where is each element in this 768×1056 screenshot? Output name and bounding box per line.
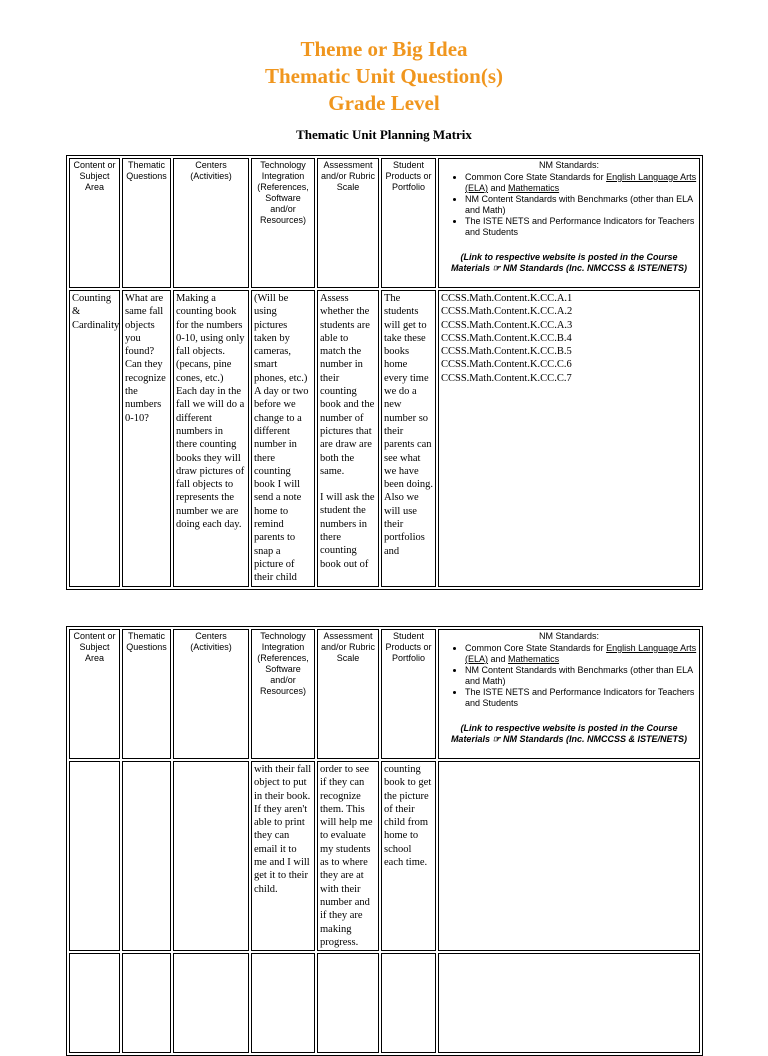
- header-thematic-questions: Thematic Questions: [122, 158, 171, 288]
- header-content-area: Content or Subject Area: [69, 158, 120, 288]
- cell-empty: [381, 953, 436, 1053]
- nm-standards-title: NM Standards:: [538, 160, 600, 170]
- cell-empty: [69, 953, 120, 1053]
- cell-centers: [173, 761, 249, 951]
- nm-item-ccss: [465, 172, 697, 194]
- planning-matrix-table-1: [66, 155, 703, 590]
- cell-products: The students will get to take these books home every time we do a new number so their parents can see what we have been doing. Also we will use their portfolios and: [381, 290, 436, 587]
- cell-empty: [317, 953, 379, 1053]
- header-content-area: Content or Subject Area: [69, 629, 120, 759]
- cell-thematic-questions: [122, 761, 171, 951]
- standard-code: CCSS.Math.Content.K.CC.A.2: [441, 306, 573, 318]
- grade-title: Grade Level: [328, 91, 440, 115]
- nm-item-text: and: [488, 183, 509, 193]
- empty-row: [69, 953, 700, 1053]
- cell-thematic-questions: What are same fall objects you found? Can they recognize the numbers 0-10?: [122, 290, 171, 587]
- document-title-block: [0, 36, 768, 117]
- standard-code: CCSS.Math.Content.K.CC.B.5: [441, 346, 572, 358]
- nm-standards-list: [441, 643, 697, 709]
- header-assessment: Assessment and/or Rubric Scale: [317, 629, 379, 759]
- math-link[interactable]: Mathematics: [508, 183, 560, 193]
- header-thematic-questions: Thematic Questions: [122, 629, 171, 759]
- cell-products: counting book to get the picture of their child from home to school each time.: [381, 761, 436, 951]
- cell-technology: (Will be using pictures taken by cameras, smart phones, etc.) A day or two before we change to a different number in there counting book I will send a note home to remind parents to snap a picture of their child: [251, 290, 315, 587]
- continuation-row: [69, 761, 700, 951]
- counting-row: [69, 290, 700, 587]
- header-assessment: Assessment and/or Rubric Scale: [317, 158, 379, 288]
- cell-content-area: Counting & Cardinality: [69, 290, 120, 587]
- matrix-subtitle: Thematic Unit Planning Matrix: [296, 127, 472, 142]
- cell-assessment: [317, 290, 379, 587]
- planning-matrix-table-2: [66, 626, 703, 1056]
- theme-title: Theme or Big Idea: [300, 37, 468, 61]
- assessment-paragraph-1: Assess whether the students are able to match the number in their counting book and the number of pictures that are draw are both the same.: [320, 293, 375, 477]
- nm-item-text: Common Core State Standards for: [465, 172, 607, 182]
- ela-link[interactable]: English Language Arts (ELA): [465, 643, 697, 664]
- header-nm-standards: [438, 629, 700, 759]
- cell-empty: [251, 953, 315, 1053]
- standard-code: CCSS.Math.Content.K.CC.A.1: [441, 293, 573, 304]
- nm-item-content: • NM Content Standards with Benchmarks (other than ELA and Math): [465, 194, 697, 216]
- cell-content-area: [69, 761, 120, 951]
- nm-item-text: Common Core State Standards for: [465, 643, 607, 653]
- standard-code: CCSS.Math.Content.K.CC.C.6: [441, 359, 572, 371]
- math-link[interactable]: Mathematics: [508, 654, 560, 664]
- header-row: [69, 158, 700, 288]
- header-technology: Technology Integration (References, Software and/or Resources): [251, 158, 315, 288]
- cell-standards: [438, 761, 700, 951]
- header-centers: Centers (Activities): [173, 629, 249, 759]
- standard-code: CCSS.Math.Content.K.CC.B.4: [441, 332, 572, 344]
- cell-standards: [438, 290, 700, 587]
- header-products: Student Products or Portfolio: [381, 158, 436, 288]
- ela-link[interactable]: English Language Arts (ELA): [465, 172, 697, 193]
- cell-assessment: order to see if they can recognize them. This will help me to evaluate my students as to where they are at with their number and if they are making progress.: [317, 761, 379, 951]
- nm-item-text: and: [488, 654, 509, 664]
- nm-standards-title: NM Standards:: [538, 631, 600, 641]
- assessment-paragraph-2: I will ask the student the numbers in there counting book out of: [320, 492, 375, 570]
- header-nm-standards: [438, 158, 700, 288]
- standards-link-note: (Link to respective website is posted in the Course Materials ☞ NM Standards (Inc. NMCCSS & ISTE/NETS): [450, 723, 688, 744]
- question-title: Thematic Unit Question(s): [265, 64, 503, 88]
- header-technology: Technology Integration (References, Software and/or Resources): [251, 629, 315, 759]
- nm-item-iste: • The ISTE NETS and Performance Indicators for Teachers and Students: [465, 216, 697, 238]
- nm-item-iste: • The ISTE NETS and Performance Indicators for Teachers and Students: [465, 687, 697, 709]
- cell-technology: with their fall object to put in their book. If they aren't able to print they can email it to me and I will get it to their child.: [251, 761, 315, 951]
- standard-code: CCSS.Math.Content.K.CC.A.3: [441, 319, 573, 331]
- cell-empty: [438, 953, 700, 1053]
- cell-empty: [173, 953, 249, 1053]
- header-row: [69, 629, 700, 759]
- nm-item-content: • NM Content Standards with Benchmarks (other than ELA and Math): [465, 665, 697, 687]
- header-products: Student Products or Portfolio: [381, 629, 436, 759]
- cell-empty: [122, 953, 171, 1053]
- nm-item-ccss: [465, 643, 697, 665]
- standard-code: CCSS.Math.Content.K.CC.C.7: [441, 372, 572, 384]
- nm-standards-list: [441, 172, 697, 238]
- cell-centers: Making a counting book for the numbers 0-10, using only fall objects.(pecans, pine cones, etc.) Each day in the fall we will do a different numbers in there counting books they will draw pictures of fall objects to represents the number we are doing each day.: [173, 290, 249, 587]
- standards-link-note: (Link to respective website is posted in the Course Materials ☞ NM Standards (Inc. NMCCSS & ISTE/NETS): [450, 252, 688, 273]
- header-centers: Centers (Activities): [173, 158, 249, 288]
